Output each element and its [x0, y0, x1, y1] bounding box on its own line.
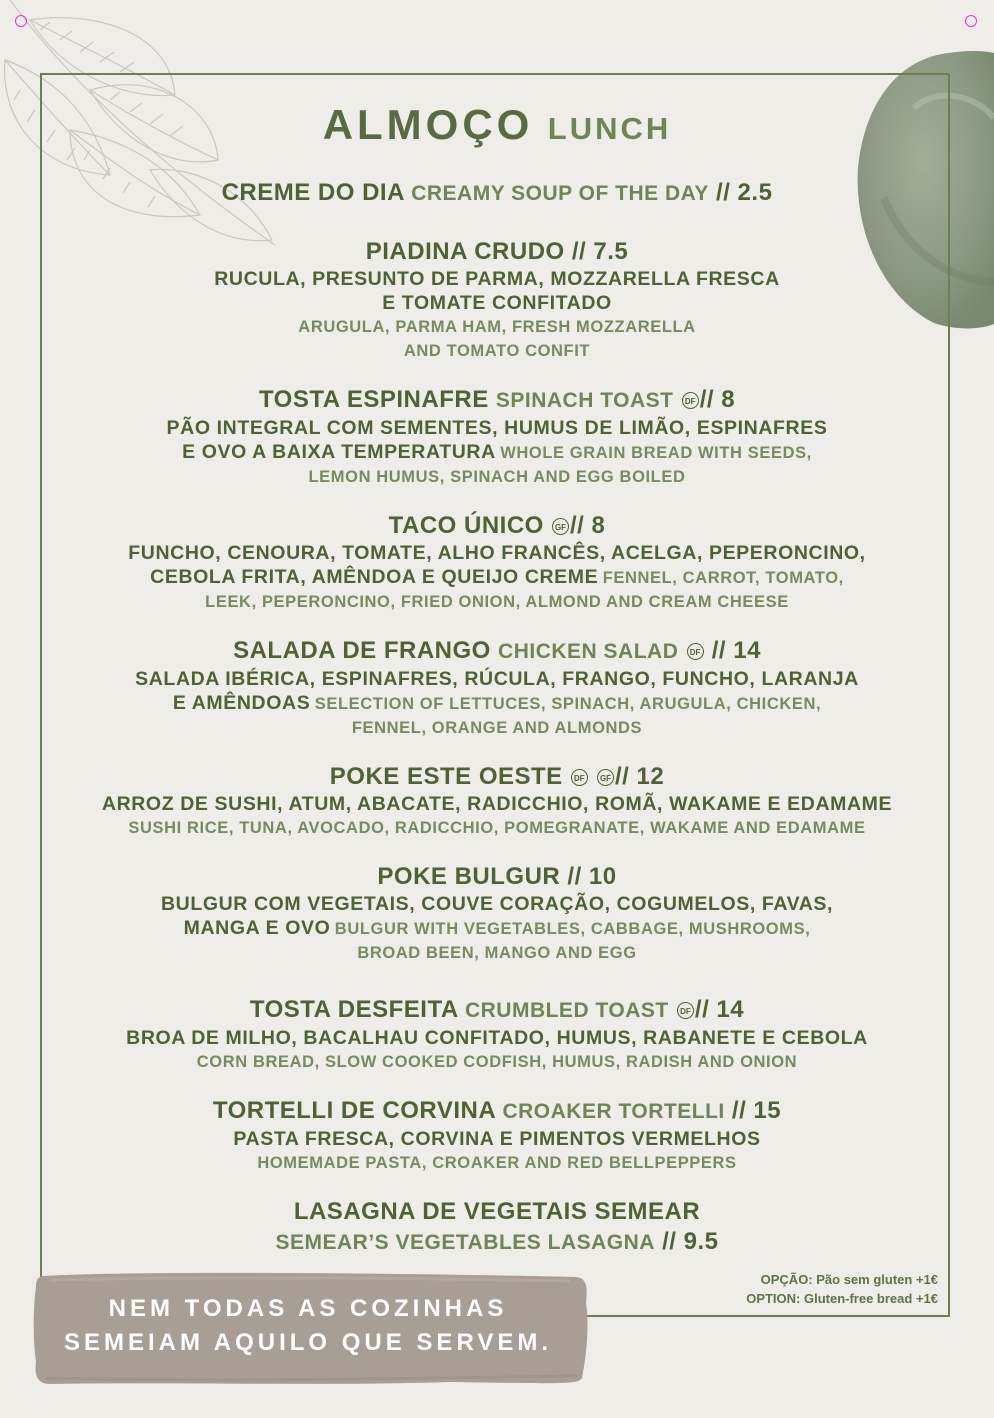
- item-title: [60, 385, 934, 416]
- item-desc-pt: BULGUR COM VEGETAIS, COUVE CORAÇÃO, COGUMELOS, FAVAS,: [160, 893, 834, 915]
- item-desc-pt: E OVO A BAIXA TEMPERATURA: [182, 441, 496, 463]
- gluten-free-icon: GF: [552, 518, 569, 535]
- item-name-en: SPINACH TOAST: [495, 389, 674, 412]
- item-title: [60, 636, 934, 667]
- item-desc-pt: PASTA FRESCA, CORVINA E PIMENTOS VERMELHOS: [233, 1128, 761, 1150]
- item-desc-pt: E AMÊNDOAS: [172, 692, 311, 714]
- item-desc-en: BROAD BEEN, MANGO AND EGG: [357, 944, 637, 962]
- menu-item-creme-do-dia: [60, 178, 934, 209]
- item-desc-en: FENNEL, CARROT, TOMATO,: [602, 569, 844, 587]
- corner-marker-left: [15, 15, 27, 27]
- item-desc-mixed: [60, 440, 934, 465]
- item-price: // 2.5: [716, 179, 773, 206]
- item-price: // 8: [699, 386, 736, 413]
- banner-slogan: [30, 1292, 586, 1360]
- item-desc-pt: RUCULA, PRESUNTO DE PARMA, MOZZARELLA FRESCA: [214, 268, 780, 290]
- item-name-en: CROAKER TORTELLI: [502, 1100, 725, 1123]
- item-desc-en: FENNEL, ORANGE AND ALMONDS: [351, 719, 643, 737]
- item-name-pt: POKE ESTE OESTE: [329, 763, 563, 790]
- dairy-free-icon: DF: [682, 392, 699, 409]
- item-name-pt: TORTELLI DE CORVINA: [212, 1097, 496, 1124]
- item-title: [60, 762, 934, 792]
- item-title: [60, 511, 934, 541]
- option-en: OPTION: Gluten-free bread +1€: [746, 1291, 938, 1306]
- item-price: // 7.5: [571, 238, 629, 265]
- menu-item-lasagna: [60, 1197, 934, 1258]
- menu-item-taco-unico: [60, 511, 934, 614]
- item-price: // 12: [615, 763, 665, 790]
- item-price: // 8: [570, 512, 606, 539]
- gluten-free-icon: GF: [597, 769, 614, 786]
- menu-item-salada-de-frango: [60, 636, 934, 740]
- item-price: // 9.5: [662, 1228, 719, 1255]
- item-desc-pt: PÃO INTEGRAL COM SEMENTES, HUMUS DE LIMÃO, ESPINAFRES: [166, 417, 828, 439]
- title-pt: ALMOÇO: [322, 101, 534, 148]
- item-price: // 14: [694, 996, 745, 1023]
- menu-item-piadina-crudo: [60, 237, 934, 363]
- item-desc-en: AND TOMATO CONFIT: [403, 342, 591, 360]
- item-desc-pt: BROA DE MILHO, BACALHAU CONFITADO, HUMUS, RABANETE E CEBOLA: [126, 1027, 868, 1049]
- option-pt: OPÇÃO: Pão sem gluten +1€: [760, 1272, 938, 1287]
- item-name-pt: SALADA DE FRANGO: [233, 637, 491, 664]
- item-desc-mixed: [60, 565, 934, 590]
- item-name-en: CHICKEN SALAD: [498, 640, 679, 663]
- corner-marker-right: [965, 15, 977, 27]
- page-title: [0, 101, 994, 149]
- item-title: [60, 995, 934, 1026]
- item-desc-pt: CEBOLA FRITA, AMÊNDOA E QUEIJO CREME: [150, 566, 599, 588]
- item-desc-en: LEMON HUMUS, SPINACH AND EGG BOILED: [308, 468, 686, 486]
- dairy-free-icon: DF: [687, 643, 704, 660]
- dairy-free-icon: DF: [677, 1002, 694, 1019]
- banner-line-1: NEM TODAS AS COZINHAS: [108, 1295, 508, 1322]
- item-desc-en: SELECTION OF LETTUCES, SPINACH, ARUGULA, CHICKEN,: [314, 695, 822, 713]
- item-name-en: SEMEAR’S VEGETABLES LASAGNA: [275, 1231, 655, 1254]
- item-desc-pt: ARROZ DE SUSHI, ATUM, ABACATE, RADICCHIO, ROMÃ, WAKAME E EDAMAME: [101, 793, 893, 815]
- item-name-pt: POKE BULGUR: [377, 863, 561, 890]
- item-name-pt: TOSTA ESPINAFRE: [258, 386, 489, 413]
- item-title: [60, 1096, 934, 1127]
- item-title: [60, 178, 934, 209]
- item-desc-pt: SALADA IBÉRICA, ESPINAFRES, RÚCULA, FRANGO, FUNCHO, LARANJA: [135, 668, 859, 690]
- banner-line-2: SEMEIAM AQUILO QUE SERVEM.: [63, 1329, 553, 1356]
- menu-item-tosta-espinafre: [60, 385, 934, 489]
- menu-list: [60, 178, 934, 1280]
- item-price: // 10: [567, 863, 617, 890]
- item-title: [60, 862, 934, 892]
- item-desc-mixed: [60, 691, 934, 716]
- title-en: LUNCH: [547, 111, 672, 146]
- item-title: [60, 237, 934, 267]
- item-name-en: CRUMBLED TOAST: [464, 999, 669, 1022]
- gluten-free-option-note: [746, 1270, 938, 1308]
- item-desc-pt: FUNCHO, CENOURA, TOMATE, ALHO FRANCÊS, ACELGA, PEPERONCINO,: [128, 542, 866, 564]
- item-desc-en: ARUGULA, PARMA HAM, FRESH MOZZARELLA: [298, 318, 696, 336]
- item-name-en: CREAMY SOUP OF THE DAY: [411, 182, 709, 205]
- item-desc-en: SUSHI RICE, TUNA, AVOCADO, RADICCHIO, POMEGRANATE, WAKAME AND EDAMAME: [128, 819, 866, 837]
- item-desc-pt: E TOMATE CONFITADO: [382, 292, 612, 314]
- item-desc-en: LEEK, PEPERONCINO, FRIED ONION, ALMOND AND CREAM CHEESE: [205, 593, 789, 611]
- item-name-pt: TACO ÚNICO: [388, 512, 544, 539]
- item-price: // 15: [731, 1097, 782, 1124]
- item-desc-mixed: [60, 916, 934, 941]
- item-desc-en: HOMEMADE PASTA, CROAKER AND RED BELLPEPPERS: [257, 1154, 737, 1172]
- item-name-pt: CREME DO DIA: [221, 179, 405, 206]
- item-title: LASAGNA DE VEGETAIS SEMEAR: [293, 1198, 701, 1225]
- item-price: // 14: [711, 637, 761, 664]
- dairy-free-icon: DF: [571, 769, 588, 786]
- item-desc-en: BULGUR WITH VEGETABLES, CABBAGE, MUSHROOMS,: [334, 920, 811, 938]
- item-desc-en: WHOLE GRAIN BREAD WITH SEEDS,: [500, 444, 812, 462]
- menu-item-tosta-desfeita: [60, 995, 934, 1074]
- menu-item-poke-este-oeste: [60, 762, 934, 840]
- menu-item-tortelli-de-corvina: [60, 1096, 934, 1175]
- item-desc-pt: MANGA E OVO: [183, 917, 331, 939]
- menu-item-poke-bulgur: [60, 862, 934, 965]
- item-name-pt: TOSTA DESFEITA: [249, 996, 458, 1023]
- item-subtitle: [60, 1227, 934, 1258]
- item-name-pt: PIADINA CRUDO: [365, 238, 565, 265]
- item-desc-en: CORN BREAD, SLOW COOKED CODFISH, HUMUS, RADISH AND ONION: [196, 1053, 798, 1071]
